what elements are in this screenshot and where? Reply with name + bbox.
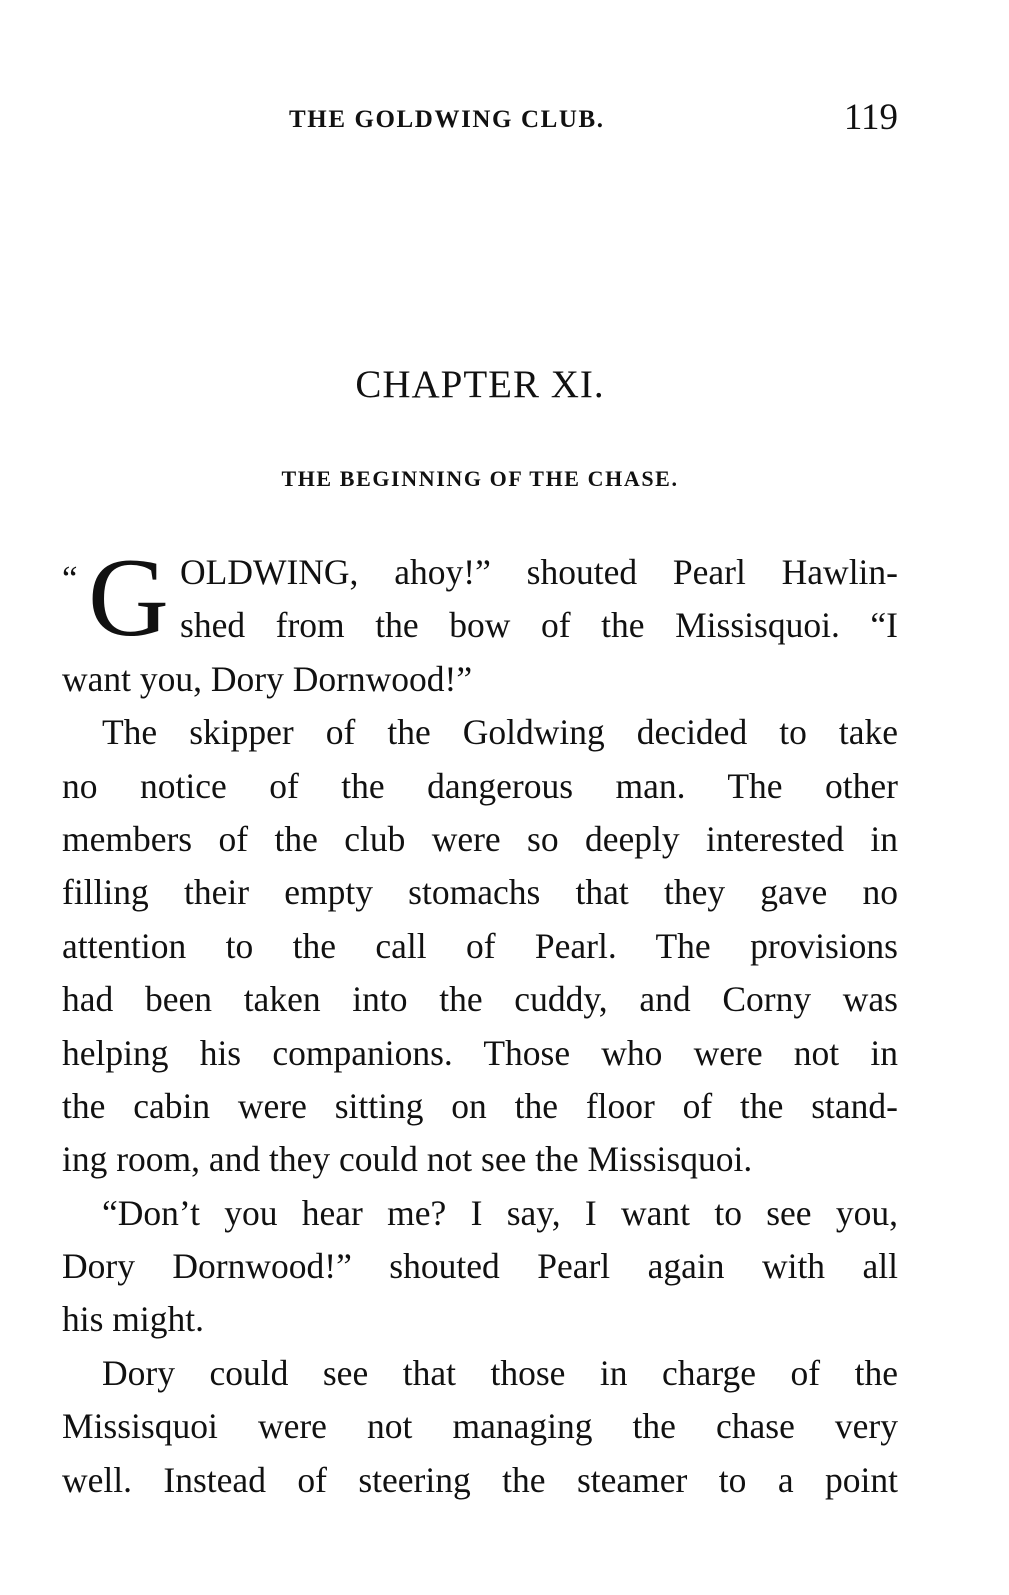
page-number: 119: [843, 97, 898, 138]
text-line: shed from the bow of the Missisquoi. “I: [180, 605, 898, 646]
text-line: want you, Dory Dornwood!”: [62, 658, 473, 699]
text-line: ing room, and they could not see the Missisquoi.: [62, 1139, 753, 1180]
dropcap-quote: “: [62, 559, 78, 598]
text-line: helping his companions. Those who were not in: [62, 1032, 898, 1073]
text-line: attention to the call of Pearl. The provisions: [62, 925, 898, 966]
running-title: THE GOLDWING CLUB.: [289, 106, 605, 133]
text-line: Dory could see that those in charge of the: [102, 1352, 898, 1393]
text-line: OLDWING, ahoy!” shouted Pearl Hawlin-: [180, 552, 898, 592]
text-line: filling their empty stomachs that they gave no: [62, 872, 898, 913]
text-line: members of the club were so deeply interested in: [62, 818, 898, 859]
running-head: [62, 96, 898, 140]
text-line: no notice of the dangerous man. The other: [62, 765, 898, 806]
body-text: [62, 536, 898, 1507]
chapter-subtitle: THE BEGINNING OF THE CHASE.: [281, 466, 679, 491]
chapter-heading: CHAPTER XI.: [355, 363, 605, 406]
text-line: had been taken into the cuddy, and Corny was: [62, 979, 898, 1020]
dropcap-letter: G: [88, 536, 169, 660]
text-line: well. Instead of steering the steamer to a point: [62, 1459, 898, 1500]
text-line: Dory Dornwood!” shouted Pearl again with all: [62, 1246, 898, 1287]
text-line: his might.: [62, 1299, 205, 1340]
text-line: Missisquoi were not managing the chase very: [62, 1406, 898, 1447]
text-line: “Don’t you hear me? I say, I want to see you,: [102, 1192, 898, 1233]
text-line: the cabin were sitting on the floor of the stand-: [62, 1085, 898, 1126]
text-line: The skipper of the Goldwing decided to take: [102, 712, 898, 753]
